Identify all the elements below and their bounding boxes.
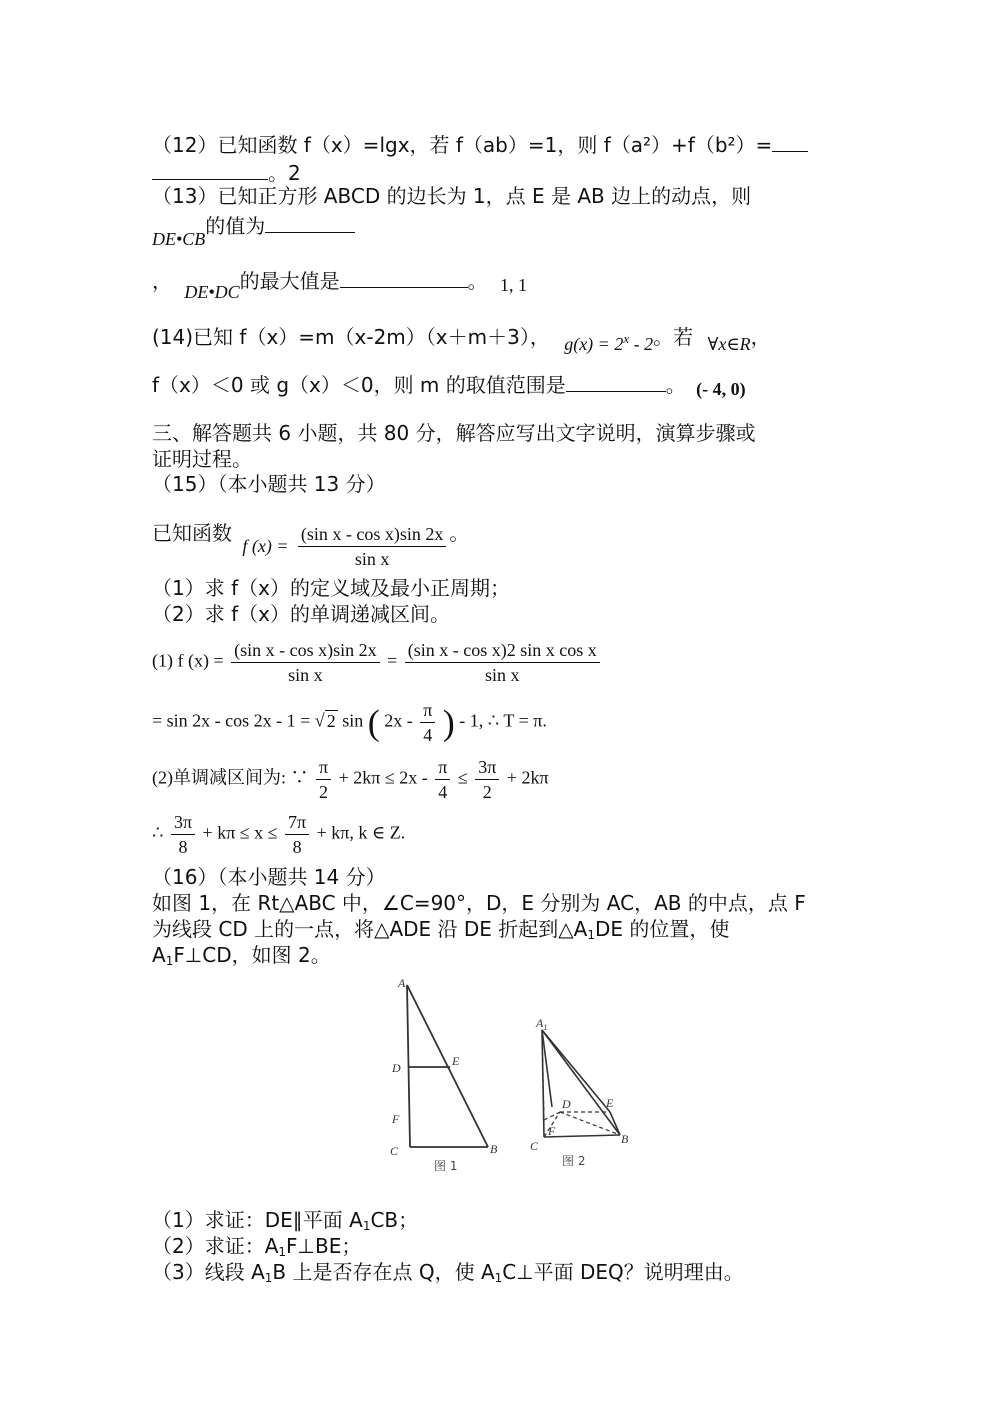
q13-line3-tail: 的最大值是 <box>239 269 340 293</box>
q16-part3-a: （3）线段 A <box>152 1260 265 1284</box>
fig2-edge-a1e <box>542 1030 610 1112</box>
q14-line1-b: 。若 <box>653 325 694 349</box>
q13-line1: （13）已知正方形 ABCD 的边长为 1，点 E 是 AB 边上的动点，则 <box>152 184 752 208</box>
q16-part3-sub1: 1 <box>264 1271 273 1285</box>
q14-line2-text: f（x）＜0 或 g（x）＜0，则 m 的取值范围是 <box>152 373 566 397</box>
q16-part3 <box>152 1259 744 1291</box>
q15-def-num: (sin x - cos x)sin 2x <box>298 522 447 547</box>
fig1-edge-ac <box>407 985 410 1147</box>
q15-sol3-2b: 2 <box>482 782 492 802</box>
q15-sol4-frac2 <box>285 810 309 859</box>
q16-part3-c: C⊥平面 DEQ？说明理由。 <box>502 1260 744 1284</box>
q13-vec2: DE•DC <box>184 282 240 302</box>
fig2-edge-cb <box>544 1135 620 1137</box>
q13-blank2 <box>340 269 468 288</box>
q12-answer: 。2 <box>268 161 301 185</box>
q15-sol2-in: 2x - <box>384 710 413 731</box>
fig2-label-a1 <box>535 1016 547 1032</box>
q16-line2-sub: 1 <box>587 928 595 942</box>
q15-def-end: 。 <box>449 521 470 545</box>
q14-blank <box>566 373 666 392</box>
q15-sol3-pi: π <box>316 755 331 780</box>
q15-sol3-4: 4 <box>438 782 448 802</box>
fig2-label-d: D <box>562 1097 571 1111</box>
fig2-caption: 图 2 <box>562 1154 586 1168</box>
q15-part1: （1）求 f（x）的定义域及最小正周期； <box>152 576 510 600</box>
fig1-edge-ab <box>407 985 488 1147</box>
q15-sol1-den1: sin x <box>288 665 323 685</box>
q15-sol1-frac1 <box>231 638 380 687</box>
q15-sol4-8b: 8 <box>292 837 302 857</box>
q16-line2-b: DE 的位置，使 <box>595 917 730 941</box>
fig1-label-b: B <box>490 1142 498 1156</box>
q15-sol3-3pi: 3π <box>475 755 499 780</box>
q16-part3-b: B 上是否存在点 Q，使 A <box>272 1260 495 1284</box>
q15-sol3-pi2: π <box>435 755 450 780</box>
q15-sol1-eq: = <box>387 650 398 671</box>
q12-line1 <box>152 132 808 158</box>
fig2-edge-fd <box>544 1112 560 1120</box>
q15-sol4-lead: ∴ <box>152 822 164 843</box>
q15-sol3-frac3 <box>475 755 499 804</box>
q15-def-frac <box>298 522 447 571</box>
fig1-label-e: E <box>452 1054 460 1068</box>
q15-sol2-sqrt: 2 <box>326 710 336 731</box>
q16-part2-sub: 1 <box>278 1245 287 1259</box>
q16-line3-b: F⊥CD，如图 2。 <box>173 943 331 967</box>
q16-part2-b: F⊥BE； <box>286 1234 362 1258</box>
q14-gx-tail: - 2 <box>629 334 654 354</box>
fig2-label-a1-sub: 1 <box>543 1023 548 1032</box>
q16-part1-sub: 1 <box>362 1219 371 1233</box>
q15-sol4-mid: + kπ ≤ x ≤ <box>202 822 278 843</box>
fig1-label-d: D <box>392 1061 401 1075</box>
q15-sol2-c: - 1, ∴ T = π. <box>459 710 547 731</box>
q13-vec1: DE•CB <box>152 229 206 249</box>
q15-sol3-lead: (2)单调减区间为: ∵ <box>152 767 309 788</box>
figure-1 <box>407 985 488 1147</box>
q13-line3 <box>152 268 528 302</box>
q15-sol4-7pi: 7π <box>285 810 309 835</box>
q15-sol1-num2: (sin x - cos x)2 sin x cos x <box>405 638 600 663</box>
q15-sol3-mid: + 2kπ ≤ 2x - <box>338 767 428 788</box>
q12-blank-b <box>152 161 268 180</box>
q15-sol2-frac <box>420 698 435 747</box>
q15-sol1-lead: (1) f (x) = <box>152 650 224 671</box>
q12-blank-a <box>772 133 808 152</box>
q14-answer: (- 4, 0) <box>696 379 746 399</box>
q15-sol-line4 <box>152 810 405 859</box>
q15-sol-line3 <box>152 755 549 804</box>
q14-gx-base: g(x) = 2 <box>564 334 624 354</box>
q15-sol2-b: sin <box>337 710 364 731</box>
figure-2 <box>542 1030 620 1137</box>
section3-line2: 证明过程。 <box>152 447 252 471</box>
q15-fx: f (x) = <box>242 536 289 556</box>
q14-line2 <box>152 372 746 399</box>
q12-text: （12）已知函数 f（x）=lgx，若 f（ab）=1，则 f（a²）+f（b²）= <box>152 133 773 157</box>
q15-sol-line2: = sin 2x - cos 2x - 1 = √ 2 sin ( 2x - $\frac{\pi}{4}$ ) - 1, ∴ T = π. <box>152 700 547 745</box>
q15-intro: 已知函数 <box>152 521 232 545</box>
q15-sol3-frac2 <box>435 755 450 804</box>
fig1-label-c: C <box>390 1144 399 1158</box>
q16-header: （16）（本小题共 14 分） <box>152 865 386 889</box>
fig1-label-f: F <box>392 1112 400 1126</box>
q14-line2-end: 。 <box>665 373 686 397</box>
fig2-label-c: C <box>530 1139 539 1153</box>
q16-part1-a: （1）求证：DE∥平面 A <box>152 1208 363 1232</box>
q16-line2-a: 为线段 CD 上的一点，将△ADE 沿 DE 折起到△A <box>152 917 588 941</box>
q15-sol3-2: 2 <box>319 782 329 802</box>
q15-header: （15）（本小题共 13 分） <box>152 472 386 496</box>
q16-line1: 如图 1，在 Rt△ABC 中，∠C=90°，D，E 分别为 AC，AB 的中点，点 F <box>152 891 806 915</box>
q13-blank1 <box>265 214 355 233</box>
q15-sol3-frac1 <box>316 755 331 804</box>
q14-gx-exp: x <box>623 331 630 346</box>
q15-part2: （2）求 f（x）的单调递减区间。 <box>152 602 450 626</box>
q15-sol2-pi: π <box>420 698 435 723</box>
q16-line3-sub: 1 <box>165 954 174 968</box>
q15-intro-line <box>152 510 470 569</box>
q16-figures <box>380 975 680 1180</box>
q16-line3 <box>152 942 331 974</box>
q14-line1-c: ， <box>750 325 771 349</box>
q15-sol3-end: + 2kπ <box>506 767 549 788</box>
fig1-caption: 图 1 <box>434 1159 458 1173</box>
q15-def-den: sin x <box>354 549 390 569</box>
q13-line2 <box>152 213 355 249</box>
q14-gx <box>564 331 654 354</box>
q15-sol3-le: ≤ <box>457 767 468 788</box>
q15-sol4-8: 8 <box>178 837 188 857</box>
q15-sol1-num1: (sin x - cos x)sin 2x <box>231 638 380 663</box>
fig2-label-a1-base: A <box>536 1016 544 1030</box>
q15-sol-line1 <box>152 638 603 687</box>
q16-part1-b: CB； <box>370 1208 419 1232</box>
q14-forall: ∀x∈R <box>707 334 751 354</box>
q13-comma: ， <box>152 269 172 293</box>
q16-line3-a: A <box>152 943 166 967</box>
q15-sol4-end: + kπ, k ∈ Z. <box>316 822 406 843</box>
q15-sol4-3pi: 3π <box>171 810 195 835</box>
q15-sol2-a: = sin 2x - cos 2x - 1 = <box>152 710 315 731</box>
q16-part2-a: （2）求证：A <box>152 1234 279 1258</box>
q13-answer: 1, 1 <box>500 275 528 295</box>
q15-sol1-den2: sin x <box>485 665 520 685</box>
fig2-label-e: E <box>606 1096 614 1110</box>
q13-line2-tail: 的值为 <box>205 214 266 238</box>
q15-sol2-rparen: ) <box>442 702 455 743</box>
q15-sol2-4: 4 <box>423 725 433 745</box>
q14-line1 <box>152 320 771 354</box>
q16-part3-sub2: 1 <box>494 1271 503 1285</box>
q15-sol2-lparen: ( <box>367 702 380 743</box>
fig2-label-f: F <box>548 1124 556 1138</box>
q15-sol4-frac1 <box>171 810 195 859</box>
q14-line1-a: (14)已知 f（x）=m（x-2m）（x＋m＋3）， <box>152 325 550 349</box>
section3-line1: 三、解答题共 6 小题，共 80 分，解答应写出文字说明，演算步骤或 <box>152 421 756 445</box>
q15-sol1-frac2 <box>405 638 600 687</box>
fig2-label-b: B <box>621 1132 629 1146</box>
fig2-edge-a1b <box>542 1030 620 1135</box>
q13-answer-mark: 。 <box>467 269 488 293</box>
fig1-label-a: A <box>398 976 406 990</box>
